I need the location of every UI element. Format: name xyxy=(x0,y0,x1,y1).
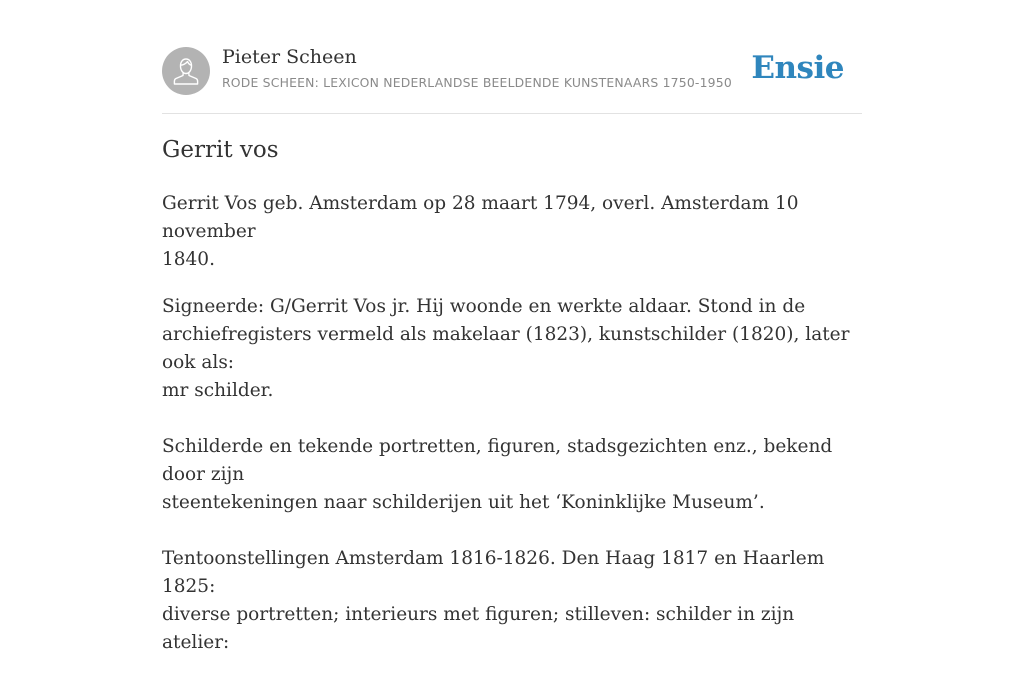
article-title: Gerrit vos xyxy=(162,137,279,163)
article-body xyxy=(162,190,862,676)
brand-logo[interactable]: Ensie xyxy=(751,50,844,86)
article-header xyxy=(162,46,862,114)
avatar[interactable] xyxy=(162,47,210,95)
author-name[interactable]: Pieter Scheen xyxy=(222,46,357,68)
paragraph-main: Signeerde: G/Gerrit Vos jr. Hij woonde en werkte aldaar. Stond in de archiefregisters vermeld als makelaar (1823), kunstschilder (1820), later ook als: mr schilder. Schilderde en tekende portretten, figuren, stadsgezichten enz., bekend door zijn steentekeningen naar schilderijen uit het ‘Koninklijke Museum’. Tentoonstellingen Amsterdam 1816-1826. Den Haag 1817 en Haarlem 1825: diverse portretten; interieurs met figuren; stilleven: schilder in zijn atelier: xyxy=(162,296,850,653)
paragraph-intro: Gerrit Vos geb. Amsterdam op 28 maart 1794, overl. Amsterdam 10 november 1840. xyxy=(162,193,799,270)
user-silhouette-icon xyxy=(162,47,210,95)
source-label[interactable]: RODE SCHEEN: LEXICON NEDERLANDSE BEELDENDE KUNSTENAARS 1750-1950 xyxy=(222,75,732,90)
